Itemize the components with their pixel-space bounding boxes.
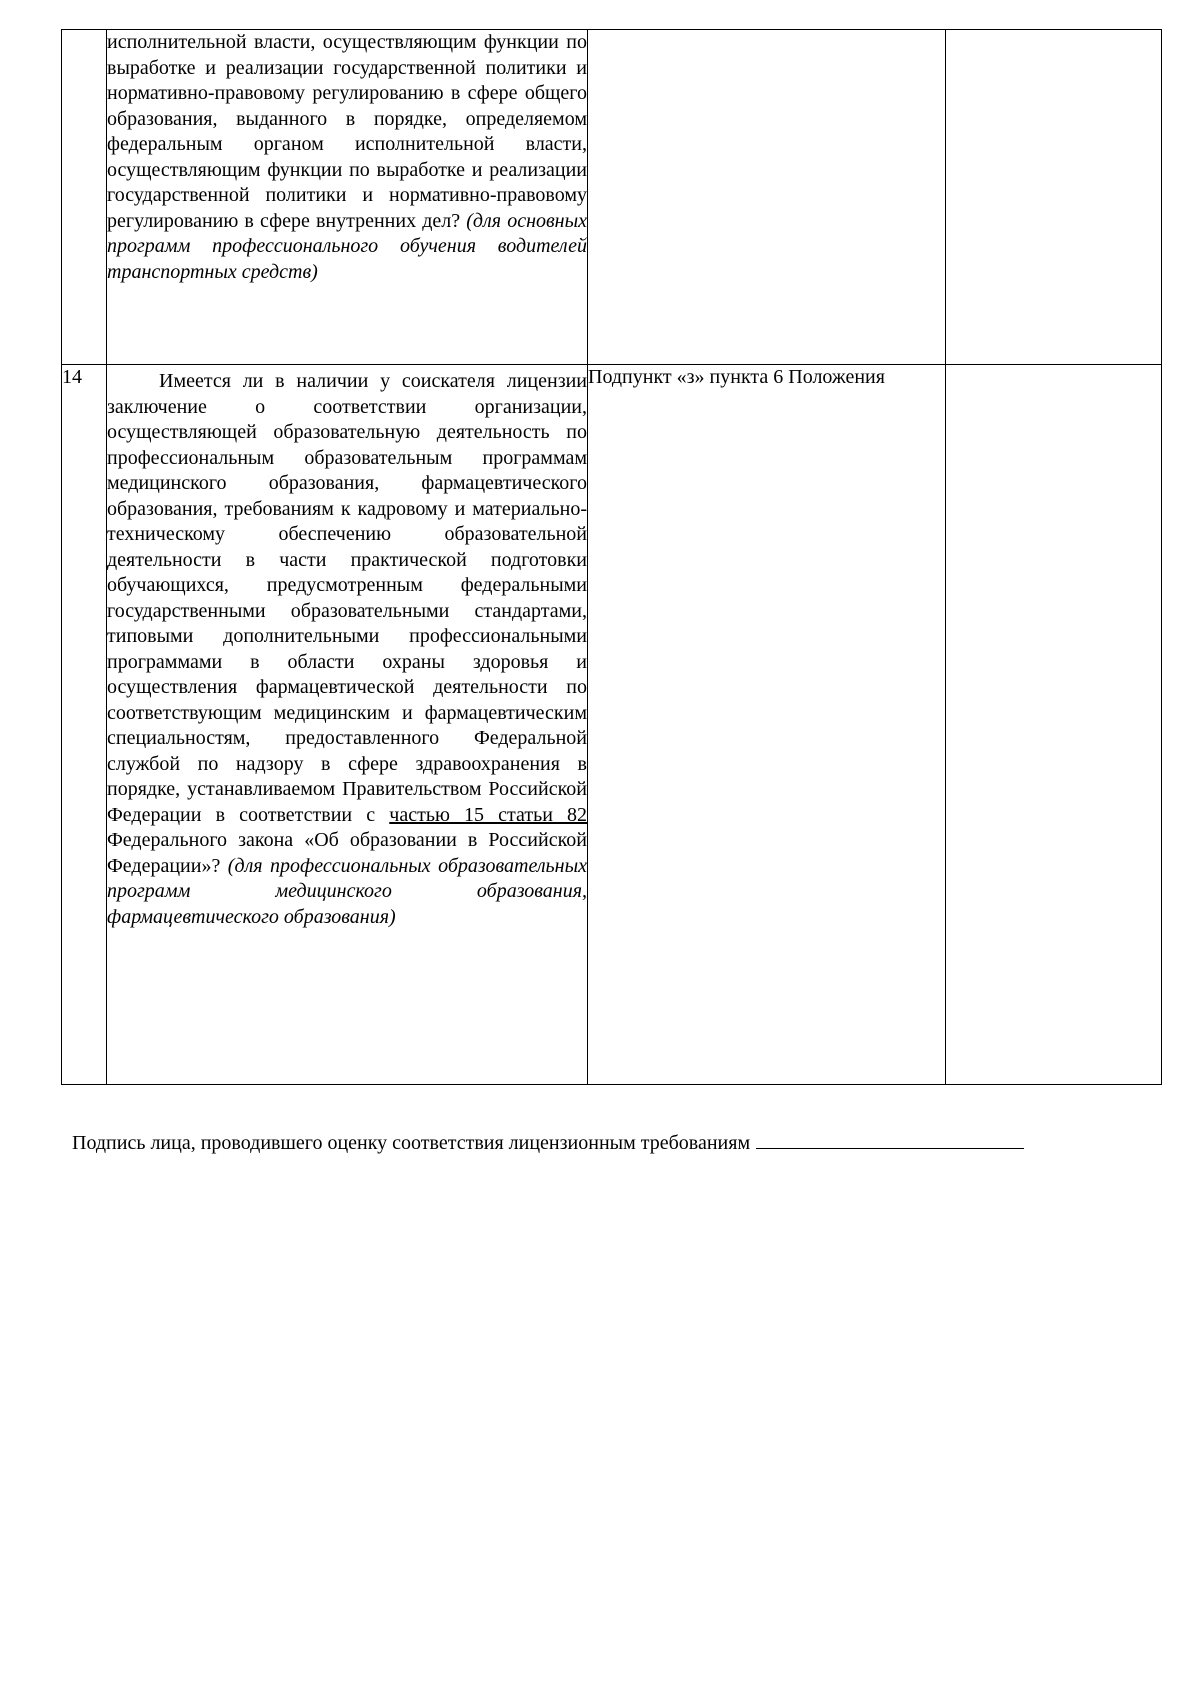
question-text: Имеется ли в наличии у соискателя лицензии заключение о соответствии организации, осуществляющей образовательную деятельность по профессиональным образовательным программам медицинского образования, фармацевтического образования, требованиям к кадровому и материально-техническому обеспечению образовательной деятельности в части практической подготовки обучающихся, предусмотренным федеральными государственными образовательными стандартами, типовыми дополнительными профессиональными программами в области охраны здоровья и осуществления фармацевтической деятельности по соответствующим медицинским и фармацевтическим специальностям, предоставленного Федеральной службой по надзору в сфере здравоохранения в порядке, устанавливаемом Правительством Российской Федерации в соответствии с [107, 370, 587, 826]
signature-label: Подпись лица, проводившего оценку соответствия лицензионным требованиям [72, 1132, 751, 1154]
row-number-cell: 14 [62, 365, 107, 1085]
table-row [62, 365, 1162, 1085]
mark-cell [946, 30, 1162, 365]
question-text-continued: Федерального закона «Об образовании в Российской Федерации»? [107, 829, 587, 877]
question-text: исполнительной власти, осуществляющим функции по выработке и реализации государственной политики и нормативно-правовому регулированию в сфере общего образования, выданного в порядке, определяемом федеральным органом исполнительной власти, осуществляющим функции по выработке и реализации государственной политики и нормативно-правовому регулированию в сфере внутренних дел? [107, 31, 587, 232]
question-cell [107, 365, 588, 1085]
legal-basis-cell [588, 30, 946, 365]
mark-cell [946, 365, 1162, 1085]
signature-block [72, 1130, 1024, 1156]
question-note: (для профессиональных образовательных программ медицинского образования, фармацевтического образования) [107, 854, 587, 928]
legal-basis-cell: Подпункт «з» пункта 6 Положения [588, 365, 946, 1085]
table-row [62, 30, 1162, 365]
row-number-cell [62, 30, 107, 365]
checklist-table [61, 29, 1162, 1085]
question-cell [107, 30, 588, 365]
law-reference-link[interactable]: частью 15 статьи 82 [389, 803, 588, 826]
signature-line [756, 1130, 1024, 1149]
question-note: (для основных программ профессионального обучения водителей транспортных средств) [107, 209, 588, 283]
